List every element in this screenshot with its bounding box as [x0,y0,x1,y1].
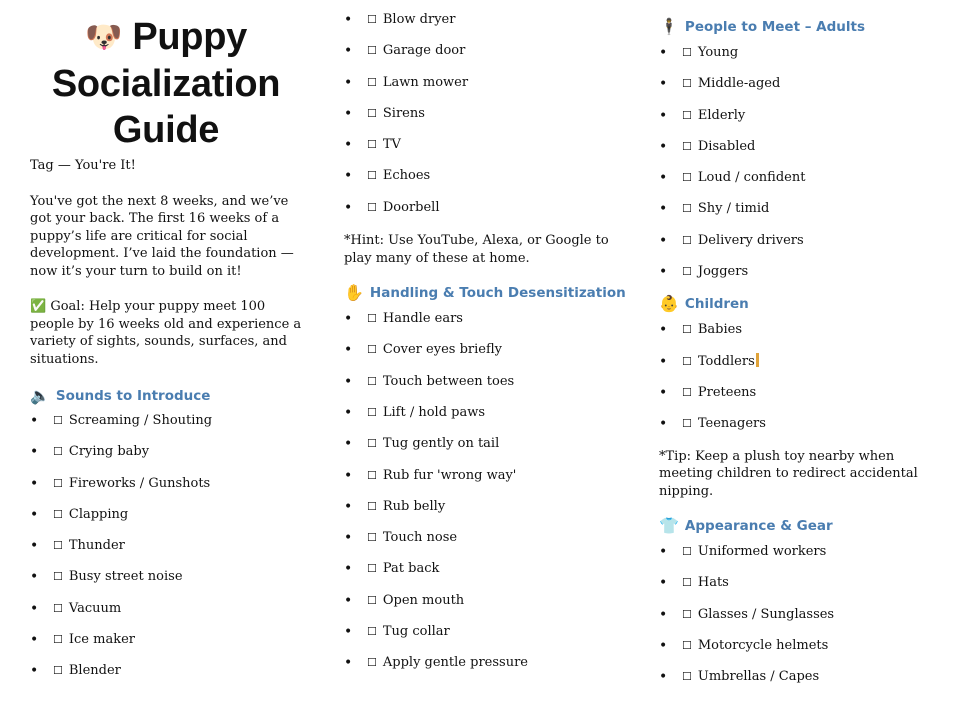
bullet-icon: • [659,353,668,370]
checkbox-icon[interactable]: ☐ [53,601,63,615]
bullet-icon: • [659,232,668,249]
handling-heading [344,282,626,304]
checklist-item-label: Blow dryer [382,12,456,27]
checkbox-icon[interactable]: ☐ [53,539,63,553]
checklist-item-label: Loud / confident [697,170,806,186]
checkbox-icon[interactable]: ☐ [367,343,377,357]
checklist-item [344,340,620,371]
title-line-3: Guide [112,109,220,151]
checklist-item [344,434,620,465]
checkbox-icon[interactable]: ☐ [367,13,377,26]
checklist-item-label: Motorcycle helmets [697,637,829,653]
checklist-item-label: Uniformed workers [697,544,827,560]
checkbox-icon[interactable]: ☐ [367,656,377,670]
checklist-item [659,320,939,351]
checklist-item-label: Hats [697,575,729,591]
bullet-icon: • [344,498,353,515]
checklist-item [30,474,302,505]
children-tip: *Tip: Keep a plush toy nearby when meeting children to redirect accidental nipping. [659,448,918,499]
checkbox-icon[interactable]: ☐ [53,507,63,521]
bullet-icon: • [659,45,668,61]
checklist-item-label: Disabled [697,138,756,154]
bullet-icon: • [30,475,39,492]
checkbox-icon[interactable]: ☐ [682,46,692,59]
checklist-item [344,403,620,434]
bullet-icon: • [30,632,39,649]
speaker-icon: 🔈 [30,386,50,405]
checklist-item [659,168,939,199]
bullet-icon: • [344,561,353,578]
bullet-icon: • [344,530,353,547]
checkbox-icon[interactable]: ☐ [682,77,692,91]
checklist-item-label: Thunder [68,538,125,554]
checklist-item-label: Garage door [382,43,466,59]
checklist-item-label: Touch between toes [382,373,515,389]
checkbox-icon[interactable]: ☐ [682,323,692,337]
checklist-item [30,567,302,598]
bullet-icon: • [30,444,39,461]
checklist-item [659,542,939,573]
checklist-item [659,352,939,383]
handling-heading-text: Handling & Touch Desensitization [369,285,626,302]
bullet-icon: • [659,544,668,561]
bullet-icon: • [344,137,353,154]
checklist-item-label: Open mouth [382,592,465,608]
checklist-item-label: Delivery drivers [697,232,804,248]
checkbox-icon[interactable]: ☐ [367,75,377,89]
checklist-item-label: Middle-aged [697,76,781,92]
bullet-icon: • [659,669,668,686]
bullet-icon: • [30,538,39,555]
checkbox-icon[interactable]: ☐ [682,417,692,431]
baby-icon: 👶 [659,294,679,314]
appearance-heading [659,515,939,537]
checkbox-icon[interactable]: ☐ [367,562,377,576]
bullet-icon: • [344,467,353,484]
page-title [30,14,302,153]
checklist-item-label: Teenagers [697,416,766,432]
checklist-item-label: Doorbell [382,199,440,215]
checklist-item [344,309,620,340]
title-line-2: Socialization [51,63,281,105]
checkbox-icon[interactable]: ☐ [682,171,692,185]
bullet-icon: • [659,416,668,433]
sounds-heading-text: Sounds to Introduce [55,388,211,404]
checklist-item [344,10,620,41]
checklist-item-label: Blender [68,663,121,679]
checkbox-icon[interactable]: ☐ [682,607,692,621]
puppy-face-icon: 🐶 [85,21,123,54]
bullet-icon: • [659,107,668,124]
bullet-icon: • [30,600,39,617]
checklist-item [30,411,302,442]
checklist-item [344,653,620,684]
bullet-icon: • [659,606,668,623]
checkbox-icon[interactable]: ☐ [367,106,377,120]
checklist-item-label: Tug collar [382,624,450,640]
bullet-icon: • [344,655,353,672]
sounds-list-continued [344,10,620,229]
sounds-hint: *Hint: Use YouTube, Alexa, or Google to play many of these at home. [344,233,609,266]
checklist-item [344,372,620,403]
handling-list [344,309,620,685]
checklist-item-label: Young [697,45,739,60]
children-heading [659,293,939,315]
bullet-icon: • [344,74,353,91]
bullet-icon: • [659,637,668,654]
checklist-item-label: Sirens [382,105,425,121]
checklist-item [30,661,302,692]
checklist-item-label: Toddlers [697,353,755,369]
checkbox-icon[interactable]: ☐ [53,633,63,647]
bullet-icon: • [344,168,353,185]
checkbox-icon[interactable]: ☐ [367,531,377,545]
checklist-item [344,466,620,497]
bullet-icon: • [659,384,668,401]
text-cursor [756,353,759,367]
adults-list [659,43,939,293]
check-mark-icon: ✅ [30,299,47,314]
goal-text: Goal: Help your puppy meet 100 people by 16 weeks old and experience a variety of sights, sounds, surfaces, and situations. [30,299,302,367]
checklist-item [344,559,620,590]
checklist-item [659,137,939,168]
bullet-icon: • [659,575,668,592]
checkbox-icon[interactable]: ☐ [367,374,377,388]
checklist-item [659,414,939,445]
checkbox-icon[interactable]: ☐ [367,200,377,214]
tag-line: Tag — You're It! [30,158,136,173]
checkbox-icon[interactable]: ☐ [682,385,692,399]
bullet-icon: • [659,264,668,281]
checkbox-icon[interactable]: ☐ [367,468,377,482]
goal-paragraph [30,298,302,368]
bullet-icon: • [344,436,353,453]
checkbox-icon[interactable]: ☐ [682,670,692,684]
checkbox-icon[interactable]: ☐ [367,499,377,513]
checklist-item-label: Joggers [697,264,749,280]
checklist-item-label: Rub belly [382,498,446,514]
checklist-item [659,106,939,137]
checklist-item-label: Apply gentle pressure [382,655,528,671]
checklist-item-label: Echoes [382,168,431,184]
bullet-icon: • [30,413,39,429]
checklist-item [344,41,620,72]
checklist-item [30,536,302,567]
checkbox-icon[interactable]: ☐ [367,593,377,607]
checklist-item [344,135,620,166]
checklist-item-label: Cover eyes briefly [382,342,502,358]
column-3 [659,0,939,699]
checkbox-icon[interactable]: ☐ [682,265,692,279]
checklist-item [659,636,939,667]
checklist-item [659,262,939,293]
bullet-icon: • [659,76,668,93]
checklist-item-label: TV [382,137,401,153]
children-heading-text: Children [684,296,749,313]
checklist-item [659,605,939,636]
checklist-item-label: Lift / hold paws [382,404,486,420]
bullet-icon: • [659,170,668,187]
checklist-item-label: Babies [697,322,743,338]
checkbox-icon[interactable]: ☐ [53,414,63,427]
checklist-item-label: Tug gently on tail [382,436,500,452]
checklist-item [344,497,620,528]
checklist-item [659,667,939,698]
checklist-item [344,622,620,653]
checklist-item-label: Crying baby [68,444,150,460]
checklist-item-label: Handle ears [382,311,463,327]
checklist-item-label: Preteens [697,384,757,400]
person-icon: 🕴 [659,17,679,36]
bullet-icon: • [344,105,353,122]
checkbox-icon[interactable]: ☐ [682,108,692,122]
checklist-item-label: Screaming / Shouting [68,413,213,428]
checklist-item [659,573,939,604]
checklist-item [30,599,302,630]
checkbox-icon[interactable]: ☐ [682,576,692,590]
checklist-item [30,630,302,661]
checklist-item [344,528,620,559]
checklist-item-label: Fireworks / Gunshots [68,475,211,491]
checkbox-icon[interactable]: ☐ [682,545,692,559]
checklist-item-label: Vacuum [68,600,122,616]
bullet-icon: • [30,506,39,523]
checklist-item-label: Rub fur 'wrong way' [382,467,517,483]
sounds-list [30,411,302,693]
checklist-item [344,73,620,104]
bullet-icon: • [344,12,353,28]
checklist-item [659,231,939,262]
checklist-item-label: Umbrellas / Capes [697,669,820,685]
checkbox-icon[interactable]: ☐ [53,664,63,678]
bullet-icon: • [344,199,353,216]
bullet-icon: • [344,592,353,609]
checklist-item [659,199,939,230]
bullet-icon: • [344,404,353,421]
bullet-icon: • [659,201,668,218]
checklist-item [659,74,939,105]
checkbox-icon[interactable]: ☐ [367,437,377,451]
bullet-icon: • [344,311,353,328]
checkbox-icon[interactable]: ☐ [682,638,692,652]
bullet-icon: • [30,569,39,586]
column-2 [344,0,626,685]
checklist-item-label: Elderly [697,107,746,123]
appearance-list [659,542,939,698]
children-list [659,320,939,445]
checklist-item-label: Pat back [382,561,440,577]
checklist-item-label: Lawn mower [382,74,469,90]
adults-heading-text: People to Meet – Adults [684,19,866,35]
intro-paragraph: You've got the next 8 weeks, and we’ve got your back. The first 16 weeks of a puppy’s life are critical for social development. I’ve laid the foundation — now it’s your turn to build on it! [30,193,294,279]
appearance-heading-text: Appearance & Gear [684,518,833,535]
checkbox-icon[interactable]: ☐ [367,625,377,639]
checklist-item-label: Shy / timid [697,201,770,217]
bullet-icon: • [344,43,353,60]
checklist-item [344,104,620,135]
checkbox-icon[interactable]: ☐ [367,312,377,326]
checkbox-icon[interactable]: ☐ [367,169,377,183]
sounds-heading [30,385,302,407]
checkbox-icon[interactable]: ☐ [682,354,692,368]
checkbox-icon[interactable]: ☐ [682,202,692,216]
bullet-icon: • [344,342,353,359]
checklist-item [30,505,302,536]
checkbox-icon[interactable]: ☐ [53,476,63,490]
bullet-icon: • [30,663,39,680]
checkbox-icon[interactable]: ☐ [53,445,63,459]
title-line-1: Puppy [132,16,247,58]
checklist-item-label: Ice maker [68,632,135,648]
checkbox-icon[interactable]: ☐ [682,139,692,153]
adults-heading [659,16,939,38]
column-1 [30,0,302,693]
bullet-icon: • [659,322,668,339]
bullet-icon: • [344,373,353,390]
checklist-item [30,442,302,473]
shirt-icon: 👕 [659,516,679,536]
checkbox-icon[interactable]: ☐ [682,233,692,247]
checklist-item-label: Clapping [68,506,129,522]
bullet-icon: • [659,138,668,155]
raised-hand-icon: ✋ [344,283,364,303]
bullet-icon: • [344,624,353,641]
checklist-item [659,43,939,74]
checklist-item [659,383,939,414]
checklist-item [344,166,620,197]
checklist-item-label: Busy street noise [68,569,183,585]
checkbox-icon[interactable]: ☐ [53,570,63,584]
checklist-item [344,198,620,229]
checklist-item-label: Touch nose [382,530,458,546]
checkbox-icon[interactable]: ☐ [367,44,377,58]
checklist-item-label: Glasses / Sunglasses [697,606,835,622]
checklist-item [344,591,620,622]
checkbox-icon[interactable]: ☐ [367,405,377,419]
checkbox-icon[interactable]: ☐ [367,138,377,152]
